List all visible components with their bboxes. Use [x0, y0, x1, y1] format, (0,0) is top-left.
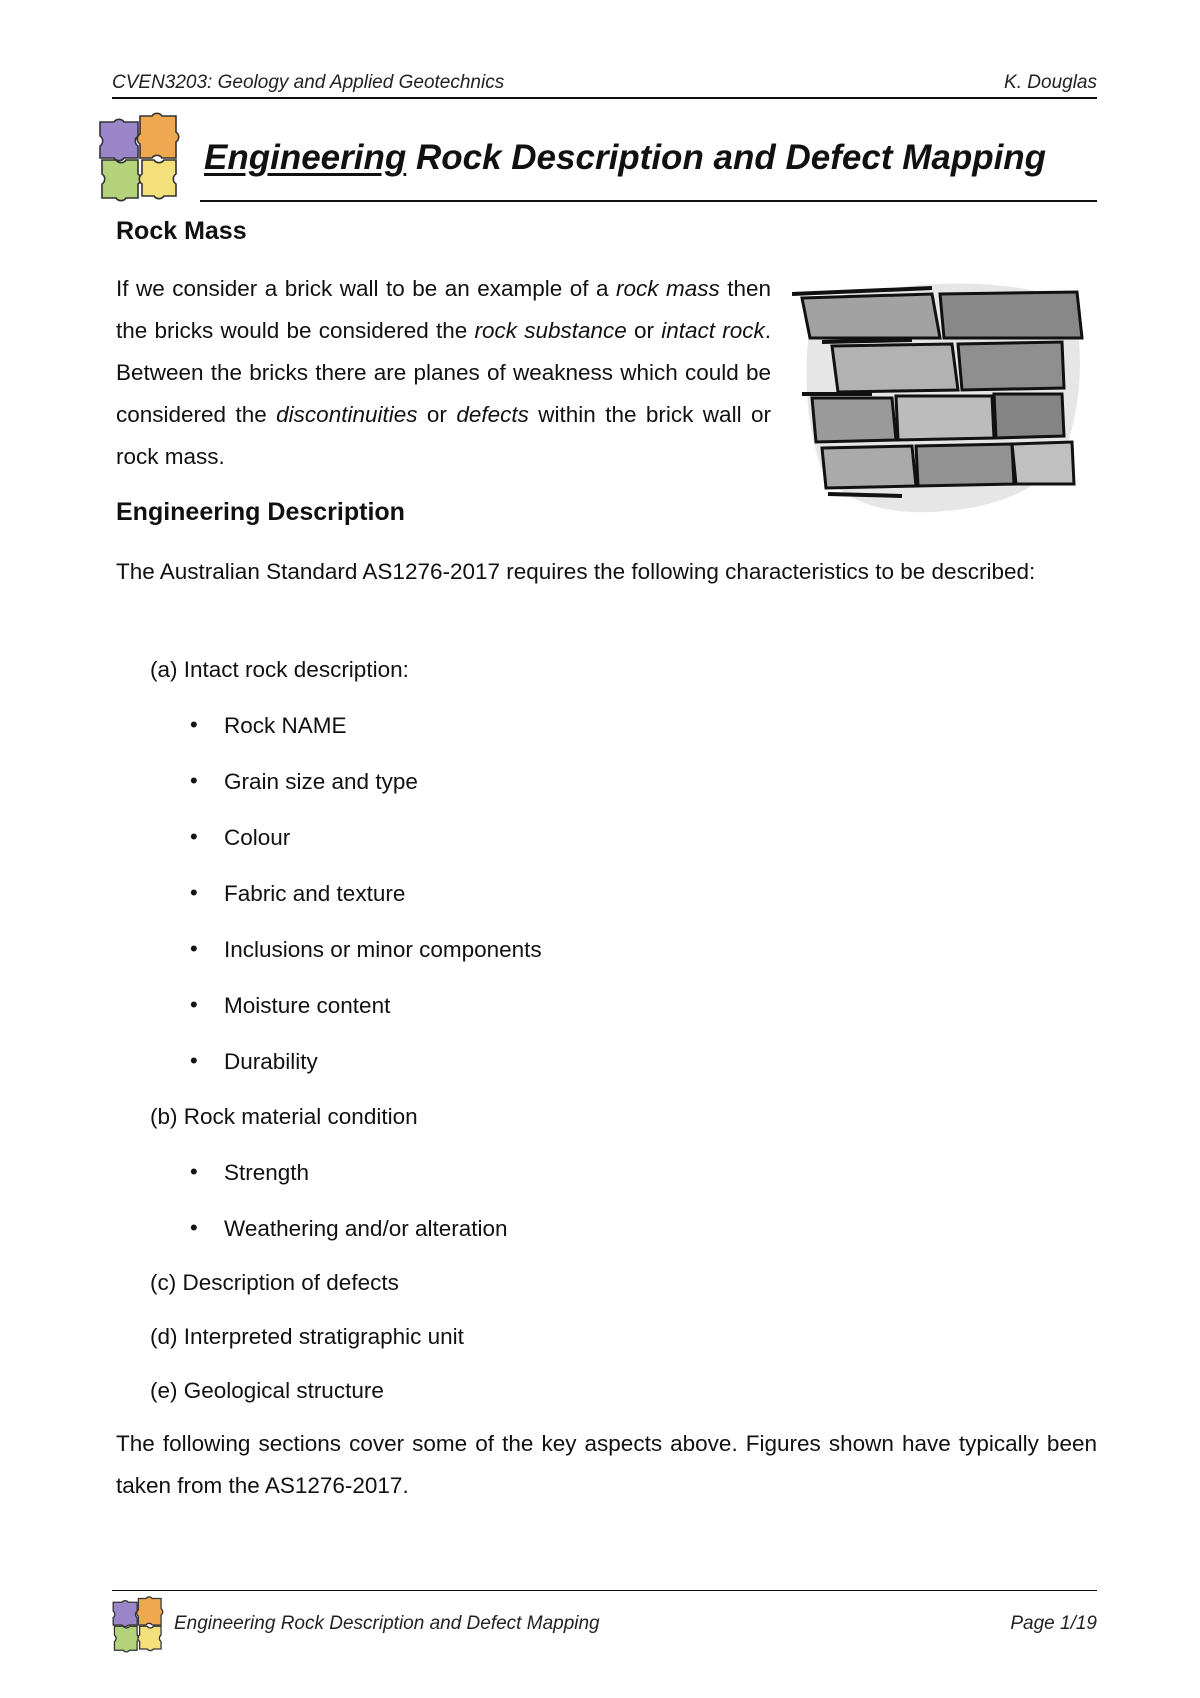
list-item: • Grain size and type	[224, 769, 418, 795]
list-item: • Rock NAME	[224, 713, 347, 739]
list-item: • Weathering and/or alteration	[224, 1216, 508, 1242]
section-d-label: (d) Interpreted stratigraphic unit	[150, 1324, 464, 1349]
puzzle-pieces-icon	[96, 112, 186, 204]
page-number: Page 1/19	[1010, 1613, 1097, 1634]
emphasis-defects: defects	[456, 402, 529, 427]
header-rule	[112, 97, 1097, 99]
emphasis-intact-rock: intact rock	[661, 318, 765, 343]
text-segment: or	[417, 402, 457, 427]
text-segment: then the bricks would be considered the	[116, 276, 772, 343]
text-segment: within the brick wall or rock mass.	[116, 402, 771, 469]
list-item: • Strength	[224, 1160, 309, 1186]
intro-paragraph: The Australian Standard AS1276-2017 requires the following characteristics to be described:	[116, 559, 1036, 584]
page-header	[112, 70, 1097, 96]
rock-mass-paragraph	[116, 268, 771, 478]
text-segment: If we consider a brick wall to be an example of a	[116, 276, 616, 301]
puzzle-pieces-icon	[110, 1596, 168, 1654]
footer-title: Engineering Rock Description and Defect Mapping	[174, 1613, 600, 1634]
emphasis-discontinuities: discontinuities	[276, 402, 418, 427]
list-item: • Colour	[224, 825, 290, 851]
section-c-label: (c) Description of defects	[150, 1270, 399, 1295]
list-item: • Fabric and texture	[224, 881, 405, 907]
list-item: • Inclusions or minor components	[224, 937, 542, 963]
footer-rule	[112, 1590, 1097, 1591]
closing-paragraph: The following sections cover some of the key aspects above. Figures shown have typically been taken from the AS1276-2017.	[116, 1431, 1097, 1498]
title-rest: Rock Description and Defect Mapping	[406, 138, 1047, 177]
emphasis-rock-substance: rock substance	[474, 318, 627, 343]
section-e-label: (e) Geological structure	[150, 1378, 384, 1403]
rock-mass-heading: Rock Mass	[116, 217, 247, 245]
emphasis-rock-mass: rock mass	[615, 276, 720, 301]
course-title: CVEN3203: Geology and Applied Geotechnics	[112, 72, 505, 93]
text-segment: or	[626, 318, 662, 343]
brick-wall-illustration	[792, 280, 1092, 525]
section-a-label: (a) Intact rock description:	[150, 657, 409, 682]
section-b-label: (b) Rock material condition	[150, 1104, 418, 1129]
page-title	[204, 138, 1046, 178]
author-name: K. Douglas	[1004, 72, 1097, 93]
title-rule	[200, 200, 1097, 202]
list-item: • Moisture content	[224, 993, 390, 1019]
list-item: • Durability	[224, 1049, 318, 1075]
engineering-description-heading: Engineering Description	[116, 498, 405, 526]
text-segment: . Between the bricks there are planes of weakness which could be considered the	[116, 318, 771, 427]
title-underlined-word: Engineering	[204, 138, 407, 177]
